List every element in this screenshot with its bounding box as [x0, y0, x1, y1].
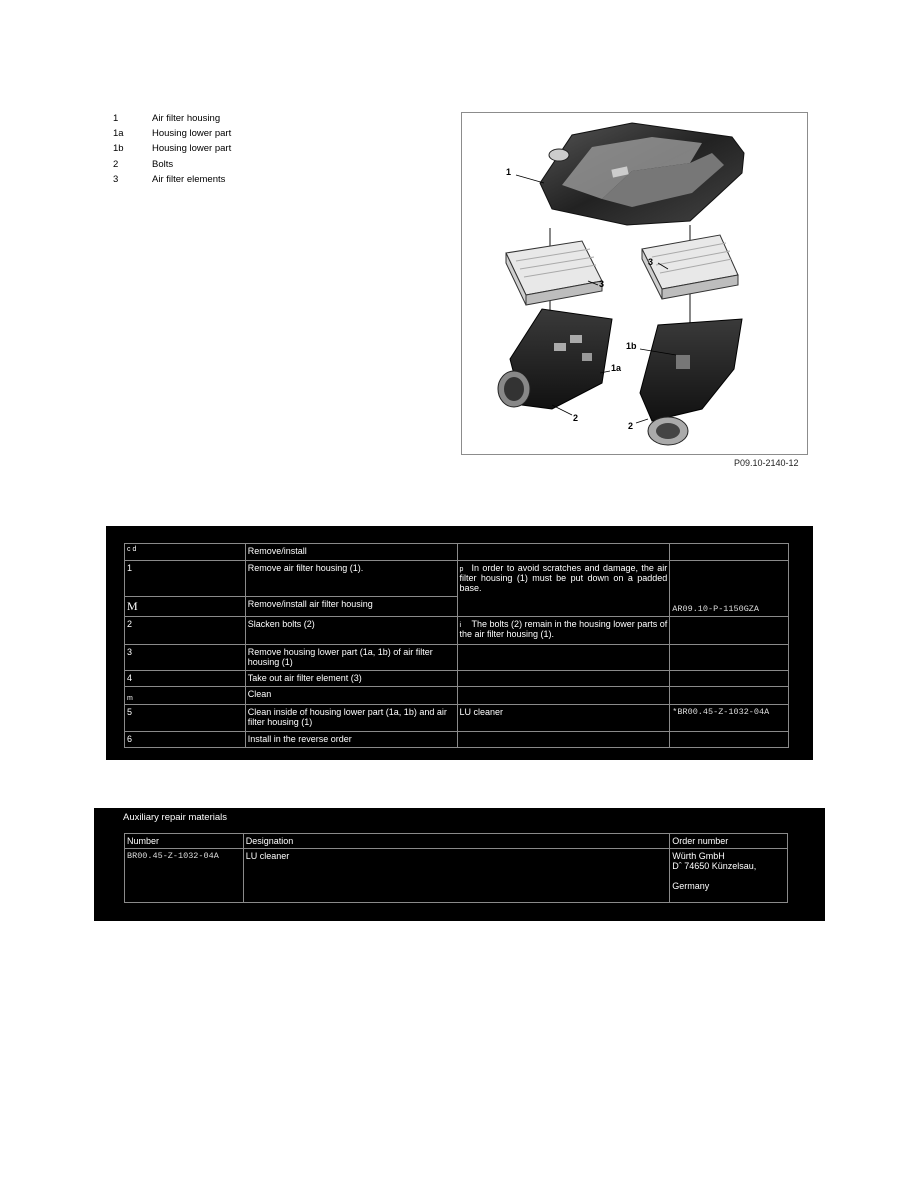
materials-table: [124, 833, 788, 903]
table-header-row: [125, 834, 788, 849]
callout-3-left: 3: [599, 279, 605, 289]
table-row: [125, 561, 789, 597]
step-action: Remove housing lower part (1a, 1b) of air filter housing (1): [245, 645, 457, 671]
table-cell: [457, 687, 670, 705]
step-symbol: m: [125, 687, 246, 705]
step-action: Slacken bolts (2): [245, 617, 457, 645]
materials-panel: [94, 808, 825, 921]
legend-item: [113, 111, 231, 126]
column-header-designation: Designation: [243, 834, 669, 849]
callout-2-left: 2: [573, 413, 579, 423]
procedure-panel: [106, 526, 813, 760]
procedure-table: [124, 543, 789, 748]
column-header-number: Number: [125, 834, 244, 849]
step-number: 2: [125, 617, 246, 645]
table-row: [125, 849, 788, 903]
legend-label: Housing lower part: [152, 143, 232, 155]
legend-label: Air filter housing: [152, 113, 221, 124]
ref-cell: [670, 561, 789, 617]
table-cell: [670, 687, 789, 705]
table-cell: [457, 544, 670, 561]
legend-number: 2: [113, 158, 119, 170]
step-action: Clean inside of housing lower part (1a, 1b) and air filter housing (1): [245, 705, 457, 732]
air-filter-illustration: [461, 112, 808, 455]
legend-item: [113, 172, 231, 187]
step-symbol: M: [125, 597, 246, 617]
material-order-number: Würth GmbH Dˆ 74650 Künzelsau, Germany: [670, 849, 788, 903]
note-symbol: p: [459, 566, 464, 573]
right-housing-lower-part: [640, 319, 742, 445]
table-cell: [670, 732, 789, 748]
material-name: LU cleaner: [457, 705, 670, 732]
legend-number: 1a: [113, 128, 124, 140]
table-cell: [670, 617, 789, 645]
table-cell: [457, 671, 670, 687]
material-designation: LU cleaner: [243, 849, 669, 903]
exploded-view-drawing: [462, 113, 807, 454]
legend-item: [113, 141, 231, 156]
note-text: The bolts (2) remain in the housing lower parts of the air filter housing (1).: [459, 619, 668, 639]
step-note: [457, 561, 670, 617]
step-action: Take out air filter element (3): [245, 671, 457, 687]
legend-number: 1: [113, 113, 119, 124]
step-number: 1: [125, 561, 246, 597]
table-cell: [457, 645, 670, 671]
legend-item: [113, 126, 231, 141]
callout-1a: 1a: [611, 363, 622, 373]
table-row: [125, 645, 789, 671]
step-action: Remove/install air filter housing: [245, 597, 457, 617]
step-number: 6: [125, 732, 246, 748]
callout-3-right: 3: [648, 257, 654, 267]
left-housing-lower-part: [498, 309, 612, 409]
step-action: Remove air filter housing (1).: [245, 561, 457, 597]
legend-number: 1b: [113, 143, 124, 155]
materials-title: Auxiliary repair materials: [123, 812, 228, 823]
figure-legend: [113, 111, 231, 187]
reference-number: AR09.10-P-1150GZA: [672, 604, 760, 614]
header-action: Remove/install: [245, 544, 457, 561]
material-number: BR00.45-Z-1032-04A: [125, 849, 244, 903]
table-cell: [670, 671, 789, 687]
table-row: [125, 617, 789, 645]
figure-id: P09.10-2140-12: [734, 458, 799, 468]
reference-number: *BR00.45-Z-1032-04A: [670, 705, 789, 732]
step-number: 5: [125, 705, 246, 732]
table-row: [125, 732, 789, 748]
table-cell: [457, 732, 670, 748]
legend-label: Housing lower part: [152, 128, 232, 140]
table-header-row: [125, 544, 789, 561]
step-number: 3: [125, 645, 246, 671]
table-cell: [670, 645, 789, 671]
column-header-order-number: Order number: [670, 834, 788, 849]
callout-2-right: 2: [628, 421, 634, 431]
callout-1: 1: [506, 167, 512, 177]
legend-label: Air filter elements: [152, 173, 226, 185]
step-note: [457, 617, 670, 645]
table-row: [125, 687, 789, 705]
right-filter-element: [642, 235, 738, 299]
step-number: 4: [125, 671, 246, 687]
step-action: Install in the reverse order: [245, 732, 457, 748]
legend-label: Bolts: [152, 158, 174, 170]
note-text: In order to avoid scratches and damage, the air filter housing (1) must be put down on a padded base.: [459, 563, 668, 593]
step-action: Clean: [245, 687, 457, 705]
left-filter-element: [506, 241, 605, 305]
engine-cover: [540, 123, 744, 225]
legend-number: 3: [113, 173, 119, 185]
table-row: [125, 671, 789, 687]
header-step-symbols: c d: [125, 544, 246, 561]
legend-item: [113, 157, 231, 172]
callout-1b: 1b: [626, 341, 637, 351]
table-cell: [670, 544, 789, 561]
note-symbol: i: [459, 622, 462, 629]
table-row: [125, 705, 789, 732]
